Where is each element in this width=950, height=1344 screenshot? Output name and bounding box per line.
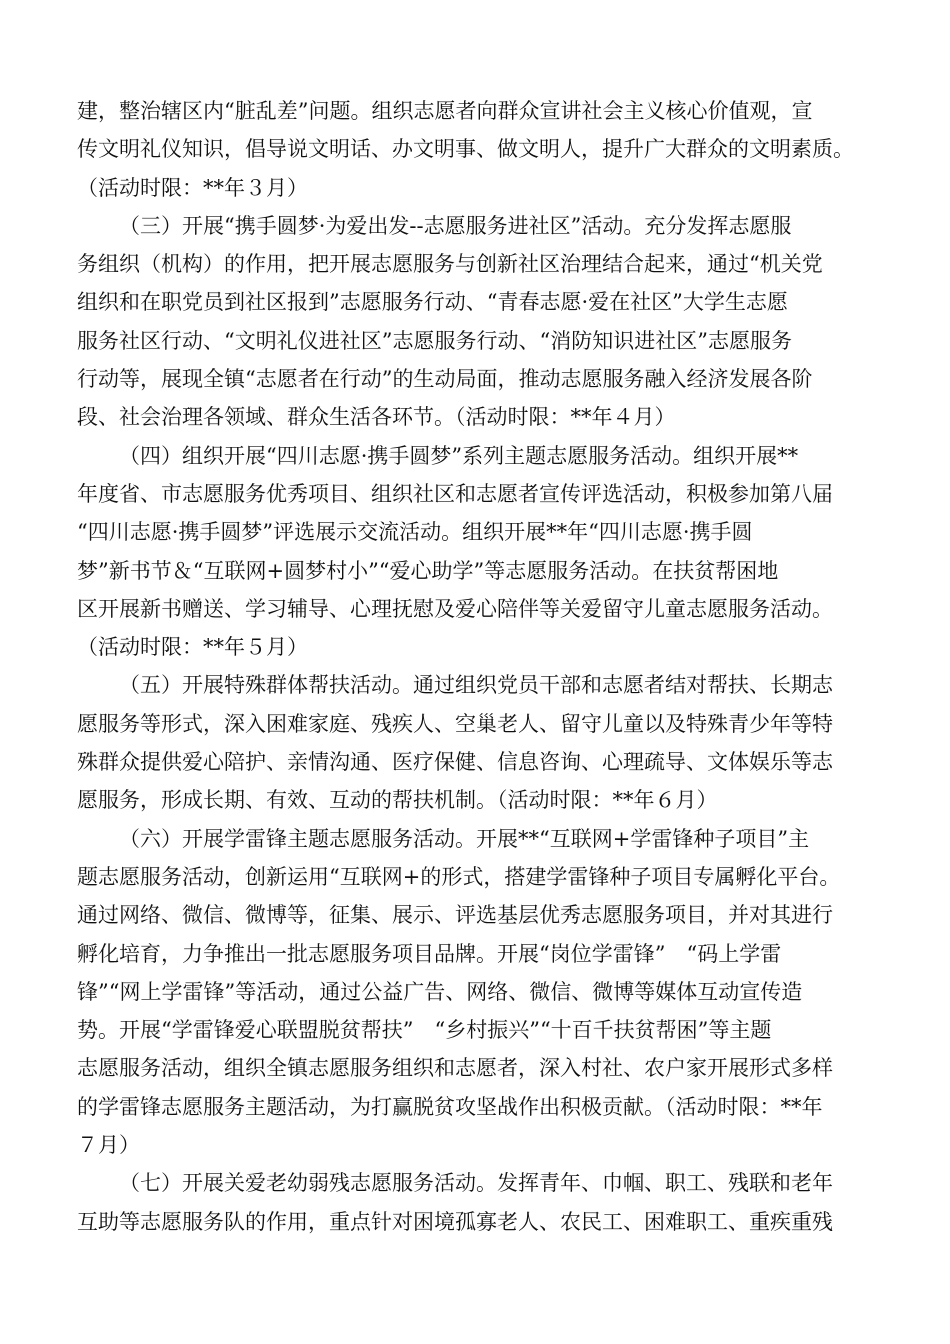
- text-line: 传文明礼仪知识，倡导说文明话、办文明事、做文明人，提升广大群众的文明素质。: [77, 137, 854, 162]
- text-line: 殊群众提供爱心陪护、亲情沟通、医疗保健、信息咨询、心理疏导、文体娱乐等志: [77, 750, 833, 775]
- text-line: （五）开展特殊群体帮扶活动。通过组织党员干部和志愿者结对帮扶、长期志: [119, 673, 833, 698]
- text-line: 愿服务等形式，深入困难家庭、残疾人、空巢老人、留守儿童以及特殊青少年等特: [77, 711, 833, 736]
- text-line: （六）开展学雷锋主题志愿服务活动。开展**“互联网+学雷锋种子项目”主: [119, 826, 810, 851]
- text-line: 服务社区行动、“文明礼仪进社区”志愿服务行动、“消防知识进社区”志愿服务: [77, 328, 792, 353]
- text-line: 孵化培育，力争推出一批志愿服务项目品牌。开展“岗位学雷锋” “码上学雷: [77, 941, 782, 966]
- text-line: （四）组织开展“四川志愿·携手圆梦”系列主题志愿服务活动。组织开展**: [119, 443, 799, 468]
- text-line: ７月）: [77, 1133, 140, 1158]
- text-line: 题志愿服务活动，创新运用“互联网+的形式，搭建学雷锋种子项目专属孵化平台。: [77, 864, 841, 889]
- text-line: 的学雷锋志愿服务主题活动，为打赢脱贫攻坚战作出积极贡献。（活动时限：**年: [77, 1094, 823, 1119]
- paragraph-section-4: [77, 437, 885, 667]
- text-line: 互助等志愿服务队的作用，重点针对困境孤寡老人、农民工、困难职工、重疾重残: [77, 1209, 833, 1234]
- text-line: 年度省、市志愿服务优秀项目、组织社区和志愿者宣传评选活动，积极参加第八届: [77, 481, 833, 506]
- document-body: [77, 92, 885, 1241]
- text-line: 通过网络、微信、微博等，征集、展示、评选基层优秀志愿服务项目，并对其进行: [77, 903, 833, 928]
- paragraph-section-5: [77, 666, 885, 819]
- text-line: （活动时限：**年３月）: [77, 175, 308, 200]
- text-line: “四川志愿·携手圆梦”评选展示交流活动。组织开展**年“四川志愿·携手圆: [77, 520, 753, 545]
- paragraph-section-3: [77, 207, 885, 437]
- text-line: 势。开展“学雷锋爱心联盟脱贫帮扶” “乡村振兴”“十百千扶贫帮困”等主题: [77, 1018, 772, 1043]
- text-line: 锋”“网上学雷锋”等活动，通过公益广告、网络、微信、微博等媒体互动宣传造: [77, 979, 803, 1004]
- text-line: 段、社会治理各领域、群众生活各环节。（活动时限：**年４月）: [77, 405, 676, 430]
- paragraph-volunteer-civility: [77, 92, 885, 207]
- text-line: （活动时限：**年５月）: [77, 635, 308, 660]
- text-line: 务组织（机构）的作用，把开展志愿服务与创新社区治理结合起来，通过“机关党: [77, 252, 823, 277]
- text-line: 志愿服务活动，组织全镇志愿服务组织和志愿者，深入村社、农户家开展形式多样: [77, 1056, 833, 1081]
- text-line: 行动等，展现全镇“志愿者在行动”的生动局面，推动志愿服务融入经济发展各阶: [77, 367, 813, 392]
- text-line: 建，整治辖区内“脏乱差”问题。组织志愿者向群众宣讲社会主义核心价值观，宣: [77, 99, 813, 123]
- paragraph-section-7: [77, 1164, 885, 1241]
- text-line: 区开展新书赠送、学习辅导、心理抚慰及爱心陪伴等关爱留守儿童志愿服务活动。: [77, 596, 833, 621]
- text-line: 愿服务，形成长期、有效、互动的帮扶机制。（活动时限：**年６月）: [77, 788, 718, 813]
- text-line: 梦”新书节＆“互联网+圆梦村小”“爱心助学”等志愿服务活动。在扶贫帮困地: [77, 558, 779, 583]
- text-line: （三）开展“携手圆梦·为爱出发--志愿服务进社区”活动。充分发挥志愿服: [119, 213, 792, 238]
- text-line: （七）开展关爱老幼弱残志愿服务活动。发挥青年、巾帼、职工、残联和老年: [119, 1171, 833, 1196]
- text-line: 组织和在职党员到社区报到”志愿服务行动、“青春志愿·爱在社区”大学生志愿: [77, 290, 788, 315]
- paragraph-section-6: [77, 820, 885, 1165]
